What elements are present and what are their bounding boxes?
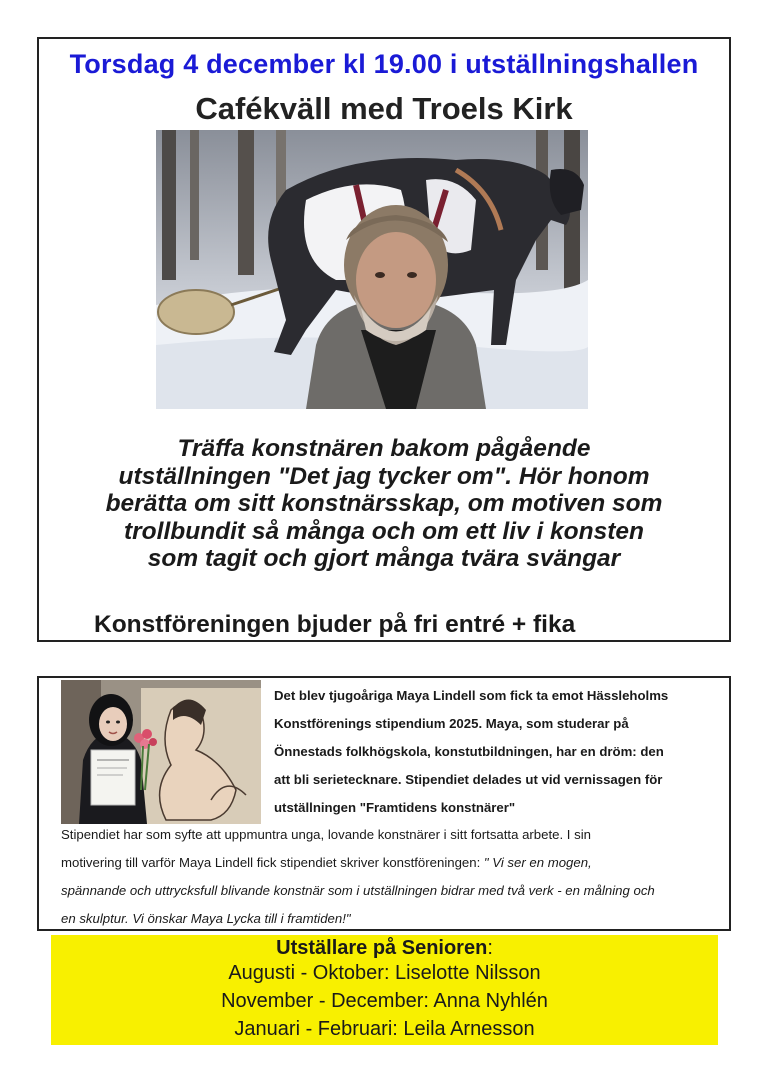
stipend-motivation-line <box>61 849 727 877</box>
exhibitors-title: Utställare på Senioren <box>276 937 488 959</box>
stipend-motivation-text: motivering till varför Maya Lindell fick stipendiet skriver konstföreningen: <box>61 855 484 870</box>
exhibitors-panel <box>51 935 718 1045</box>
stipend-summary <box>274 682 724 822</box>
event-description-line: som tagit och gjort många tvära svängar <box>147 545 621 572</box>
stipend-quote-start: " Vi ser en mogen, <box>483 855 592 870</box>
exhibitor-line: November - December: Anna Nyhlén <box>221 990 548 1012</box>
maya-lindell-photo <box>61 680 261 824</box>
event-description-line: trollbundit så många och om ett liv i konsten <box>123 517 644 545</box>
event-offer: Konstföreningen bjuder på fri entré + fika <box>94 611 576 638</box>
stipend-panel <box>37 676 731 931</box>
exhibitors-title-colon: : <box>487 937 493 959</box>
event-description-line: Träffa konstnären bakom pågående <box>177 435 591 462</box>
stipend-summary-line: utställningen "Framtidens konstnärer" <box>274 800 516 815</box>
stipend-motivation-line: Stipendiet har som syfte att uppmuntra unga, lovande konstnärer i sitt fortsatta arbete. I sin <box>61 827 591 842</box>
event-panel <box>37 37 731 642</box>
stipend-summary-line: Önnestads folkhögskola, konstutbildningen, har en dröm: den <box>274 744 664 759</box>
exhibitor-line: Januari - Februari: Leila Arnesson <box>234 1018 535 1040</box>
stipend-summary-line: Det blev tjugoåriga Maya Lindell som fick ta emot Hässleholms <box>274 688 669 703</box>
stipend-summary-line: Konstförenings stipendium 2025. Maya, som studerar på <box>274 716 629 731</box>
stipend-quote-line: spännande och uttrycksfull blivande konstnär som i utställningen bidrar med två verk - en målning och <box>61 883 655 898</box>
exhibitors-heading <box>51 937 718 959</box>
event-date: Torsdag 4 december kl 19.00 i utställningshallen <box>69 49 699 79</box>
artist-with-horse-painting <box>156 130 588 409</box>
stipend-quote-line: en skulptur. Vi önskar Maya Lycka till i framtiden!" <box>61 911 351 926</box>
exhibitor-line: Augusti - Oktober: Liselotte Nilsson <box>228 962 541 984</box>
event-title: Cafékväll med Troels Kirk <box>195 91 573 126</box>
stipend-motivation <box>61 821 727 933</box>
event-photo <box>156 130 588 409</box>
event-description-line: berätta om sitt konstnärsskap, om motiven som <box>105 490 663 517</box>
stipend-photo <box>61 680 261 824</box>
stipend-summary-line: att bli serietecknare. Stipendiet delades ut vid vernissagen för <box>274 772 663 787</box>
event-description <box>53 435 715 573</box>
event-description-line: utställningen "Det jag tycker om". Hör honom <box>118 462 650 490</box>
